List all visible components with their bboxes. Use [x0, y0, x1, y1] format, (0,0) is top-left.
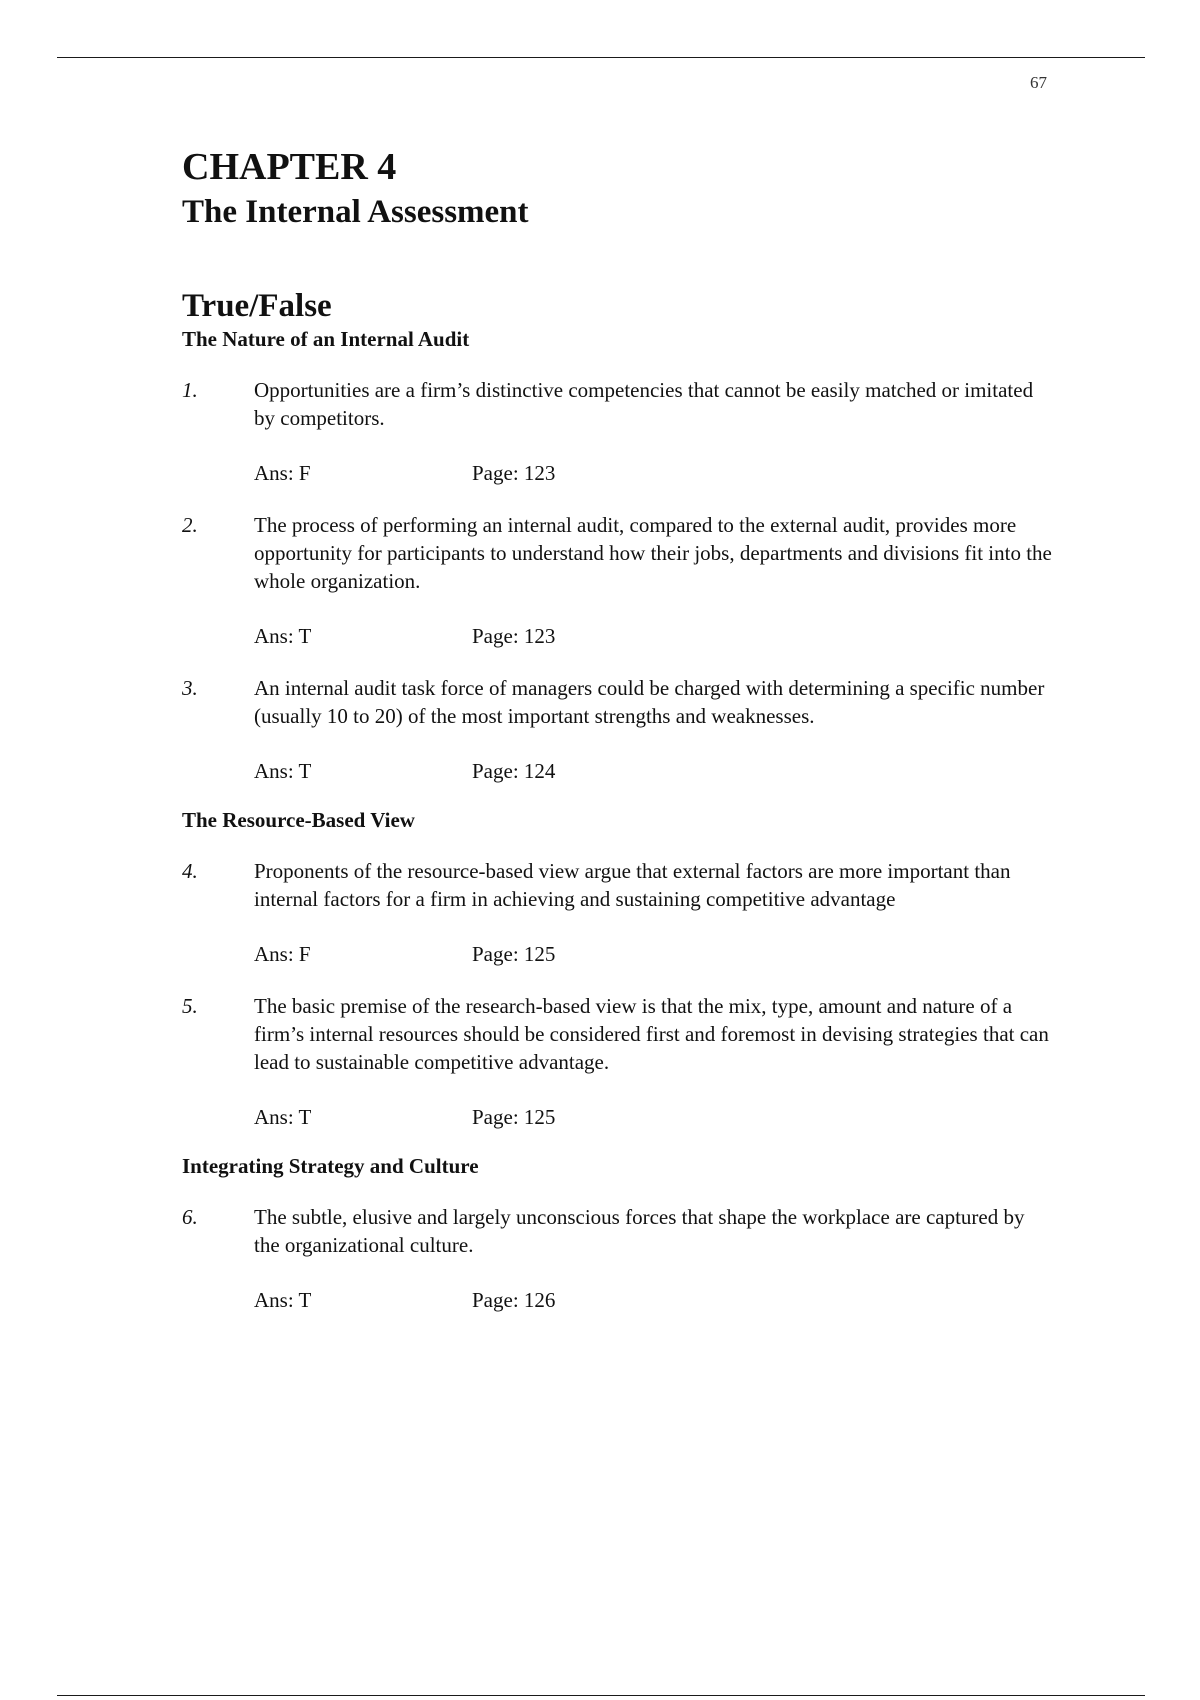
answer-label: Ans: T — [254, 624, 312, 648]
chapter-title: The Internal Assessment — [182, 194, 529, 230]
question-text: An internal audit task force of managers could be charged with determining a specific number (usually 10 to 20) of the most important strengths and weaknesses. — [254, 676, 1045, 728]
header-rule — [57, 57, 1145, 58]
answer-row — [254, 622, 1062, 650]
question-number: 2. — [182, 513, 198, 537]
page-reference: Page: 126 — [472, 1288, 556, 1312]
answer-label: Ans: T — [254, 759, 312, 783]
question-item — [182, 376, 1062, 487]
answer-label: Ans: F — [254, 461, 311, 485]
answer-label: Ans: T — [254, 1105, 312, 1129]
page-reference: Page: 124 — [472, 759, 556, 783]
section-title: The Resource-Based View — [182, 808, 415, 832]
section-title: The Nature of an Internal Audit — [182, 327, 470, 351]
question-text: The basic premise of the research-based view is that the mix, type, amount and nature of a firm’s internal resources should be considered first and foremost in devising strategies that can lead to sustainable competitive advantage. — [254, 994, 1049, 1074]
question-item — [182, 674, 1062, 785]
question-number: 6. — [182, 1205, 198, 1229]
answer-label: Ans: T — [254, 1288, 312, 1312]
question-number: 1. — [182, 378, 198, 402]
page-number: 67 — [1030, 73, 1047, 92]
answer-row — [254, 757, 1062, 785]
document-body — [182, 146, 1062, 1314]
footer-rule — [57, 1695, 1145, 1696]
question-item — [182, 992, 1062, 1131]
question-number: 3. — [182, 676, 198, 700]
question-text: Proponents of the resource-based view argue that external factors are more important than internal factors for a firm in achieving and sustaining competitive advantage — [254, 859, 1011, 911]
question-text: Opportunities are a firm’s distinctive competencies that cannot be easily matched or imitated by competitors. — [254, 378, 1034, 430]
part-title: True/False — [182, 288, 332, 324]
question-text: The subtle, elusive and largely unconscious forces that shape the workplace are captured by the organizational culture. — [254, 1205, 1025, 1257]
question-number: 5. — [182, 994, 198, 1018]
chapter-heading: CHAPTER 4 — [182, 146, 397, 188]
section-title: Integrating Strategy and Culture — [182, 1154, 479, 1178]
answer-row — [254, 459, 1062, 487]
page-reference: Page: 125 — [472, 942, 556, 966]
question-item — [182, 857, 1062, 968]
page-reference: Page: 125 — [472, 1105, 556, 1129]
question-item — [182, 511, 1062, 650]
answer-row — [254, 1286, 1062, 1314]
page-reference: Page: 123 — [472, 624, 556, 648]
answer-row — [254, 1103, 1062, 1131]
answer-row — [254, 940, 1062, 968]
answer-label: Ans: F — [254, 942, 311, 966]
question-item — [182, 1203, 1062, 1314]
question-number: 4. — [182, 859, 198, 883]
question-text: The process of performing an internal audit, compared to the external audit, provides more opportunity for participants to understand how their jobs, departments and divisions fit into the whole organization. — [254, 513, 1052, 593]
page-reference: Page: 123 — [472, 461, 556, 485]
